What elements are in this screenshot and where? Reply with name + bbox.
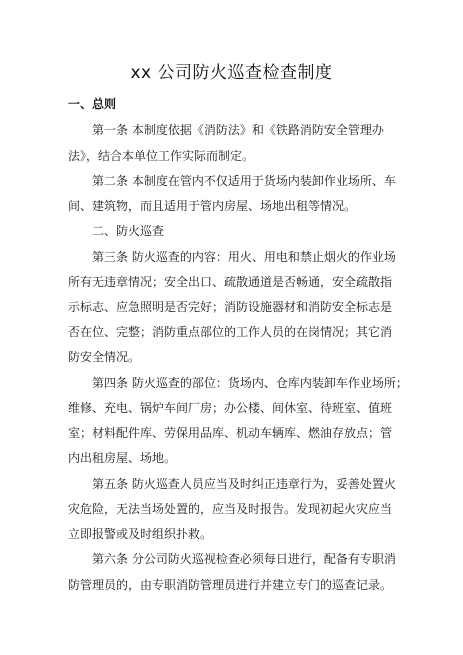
text-line: 防管理员的，由专职消防管理员进行并建立专门的巡查记录。: [68, 578, 393, 592]
text-line: 室；材料配件库、劳保用品库、机动车辆库、燃油存放点；管: [68, 426, 393, 440]
text-line: 防安全情况。: [68, 350, 141, 364]
text-line: 第四条 防火巡查的部位：货场内、仓库内装卸车作业场所；: [92, 376, 408, 390]
text-line: 间、建筑物，而且适用于管内房屋、场地出租等情况。: [68, 199, 357, 213]
section-heading-general: 一、总则: [68, 97, 117, 111]
text-line: 立即报警或及时组织扑救。: [68, 527, 213, 541]
text-line: 第三条 防火巡查的内容：用火、用电和禁止烟火的作业场: [92, 250, 396, 264]
text-line: 内出租房屋、场地。: [68, 451, 177, 465]
text-line: 示标志、应急照明是否完好；消防设施器材和消防安全标志是: [68, 300, 393, 314]
text-line: 第六条 分公司防火巡视检查必须每日进行，配备有专职消: [92, 552, 396, 566]
section-heading-patrol: 二、防火巡查: [92, 224, 165, 238]
document-title: xx 公司防火巡查检查制度: [130, 63, 333, 83]
text-line: 所有无违章情况；安全出口、疏散通道是否畅通，安全疏散指: [68, 275, 393, 289]
text-line: 法》，结合本单位工作实际而制定。: [68, 149, 255, 163]
text-line: 灾危险，无法当场处置的，应当及时报告。发现初起火灾应当: [68, 502, 393, 516]
text-line: 维修、充电、锅炉车间厂房；办公楼、间休室、待班室、值班: [68, 401, 393, 415]
text-line: 第五条 防火巡查人员应当及时纠正违章行为，妥善处置火: [92, 477, 396, 491]
text-line: 第二条 本制度在管内不仅适用于货场内装卸作业场所、车: [92, 174, 396, 188]
text-line: 否在位、完整；消防重点部位的工作人员的在岗情况；其它消: [68, 325, 393, 339]
text-line: 第一条 本制度依据《消防法》和《铁路消防安全管理办: [92, 123, 384, 137]
